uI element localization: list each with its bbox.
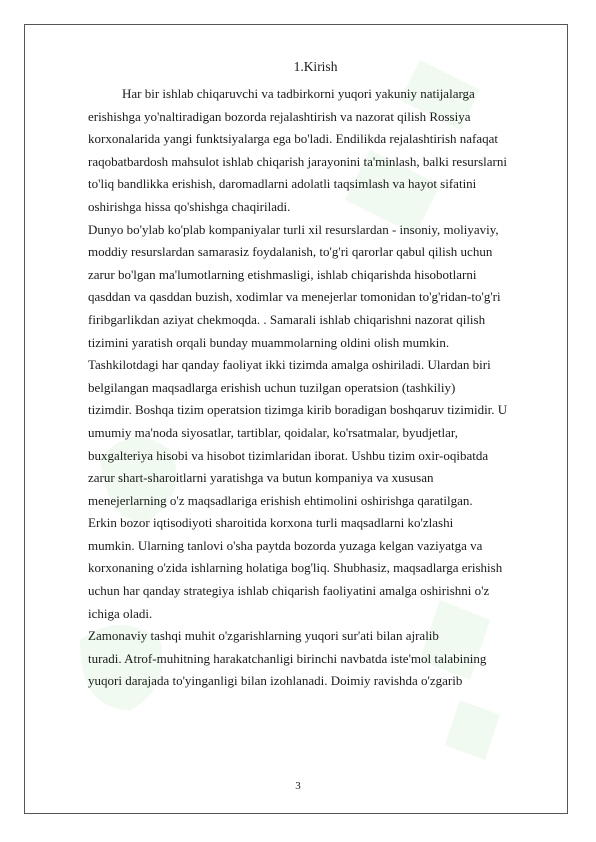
document-body: [88, 58, 543, 693]
text-line: Har bir ishlab chiqaruvchi va tadbirkorni yuqori yakuniy natijalarga: [122, 86, 475, 101]
text-line: korxonalarida yangi funktsiyalarga ega bo'ladi. Endilikda rejalashtirish nafaqat: [88, 131, 499, 147]
text-line: raqobatbardosh mahsulot ishlab chiqarish jarayonini ta'minlash, balki resurslarni: [88, 153, 507, 169]
text-line: umumiy ma'noda siyosatlar, tartiblar, qoidalar, ko'rsatmalar, byudjetlar,: [88, 424, 458, 440]
text-line: qasddan va qasddan buzish, xodimlar va menejerlar tomonidan to'g'ridan-to'g'ri: [88, 289, 501, 305]
text-line: Dunyo bo'ylab ko'plab kompaniyalar turli xil resurslardan - insoniy, moliyaviy,: [88, 221, 499, 237]
page-number: 3: [295, 780, 301, 792]
text-line: ichiga oladi.: [88, 605, 153, 621]
text-line: mumkin. Ularning tanlovi o'sha paytda bozorda yuzaga kelgan vaziyatga va: [88, 537, 483, 553]
text-line: korxonaning o'zida ishlarning holatiga bog'liq. Shubhasiz, maqsadlarga erishish: [88, 560, 503, 576]
text-line: tizimini yaratish orqali bunday muammolarning oldini olish mumkin.: [88, 334, 450, 350]
text-line: turadi. Atrof-muhitning harakatchanligi birinchi navbatda iste'mol talabining: [88, 650, 487, 666]
text-line: tizimdir. Boshqa tizim operatsion tizimga kirib boradigan boshqaruv tizimidir. U: [88, 402, 508, 418]
page-title: 1.Kirish: [293, 59, 338, 74]
text-line: buxgalteriya hisobi va hisobot tizimlaridan iborat. Ushbu tizim oxir-oqibatda: [88, 447, 489, 463]
text-line: yuqori darajada to'yinganligi bilan izohlanadi. Doimiy ravishda o'zgarib: [88, 673, 463, 689]
text-line: moddiy resurslardan samarasiz foydalanish, to'g'ri qarorlar qabul qilish uchun: [88, 244, 493, 260]
paragraph-resources: [88, 219, 543, 355]
text-line: Zamonaviy tashqi muhit o'zgarishlarning yuqori sur'ati bilan ajralib: [88, 628, 439, 644]
text-line: erishishga yo'naltiradigan bozorda rejalashtirish va nazorat qilish Rossiya: [88, 108, 471, 124]
text-line: firibgarlikdan aziyat chekmoqda. . Samarali ishlab chiqarishni nazorat qilish: [88, 311, 486, 327]
paragraph-market: [88, 512, 543, 625]
text-line: uchun har qanday strategiya ishlab chiqarish faoliyatini amalga oshirishni o'z: [88, 583, 490, 599]
text-line: menejerlarning o'z maqsadlariga erishish ehtimolini oshirishga qaratilgan.: [88, 492, 473, 508]
text-line: Erkin bozor iqtisodiyoti sharoitida korxona turli maqsadlarni ko'zlashi: [88, 515, 454, 531]
paragraph-systems: [88, 354, 543, 512]
text-line: zarur bo'lgan ma'lumotlarning etishmasligi, ishlab chiqarishda hisobotlarni: [88, 266, 477, 282]
text-line: Tashkilotdagi har qanday faoliyat ikki tizimda amalga oshiriladi. Ulardan biri: [88, 357, 491, 373]
paragraph-environment: [88, 625, 543, 693]
text-line: zarur shart-sharoitlarni yaratishga va butun kompaniya va xususan: [88, 470, 434, 486]
text-line: to'liq bandlikka erishish, daromadlarni adolatli taqsimlash va hayot sifatini: [88, 176, 477, 192]
text-line: belgilangan maqsadlarga erishish uchun tuzilgan operatsion (tashkiliy): [88, 379, 456, 395]
text-line: oshirishga hissa qo'shishga chaqiriladi.: [88, 198, 291, 214]
paragraph-intro: [88, 83, 543, 219]
